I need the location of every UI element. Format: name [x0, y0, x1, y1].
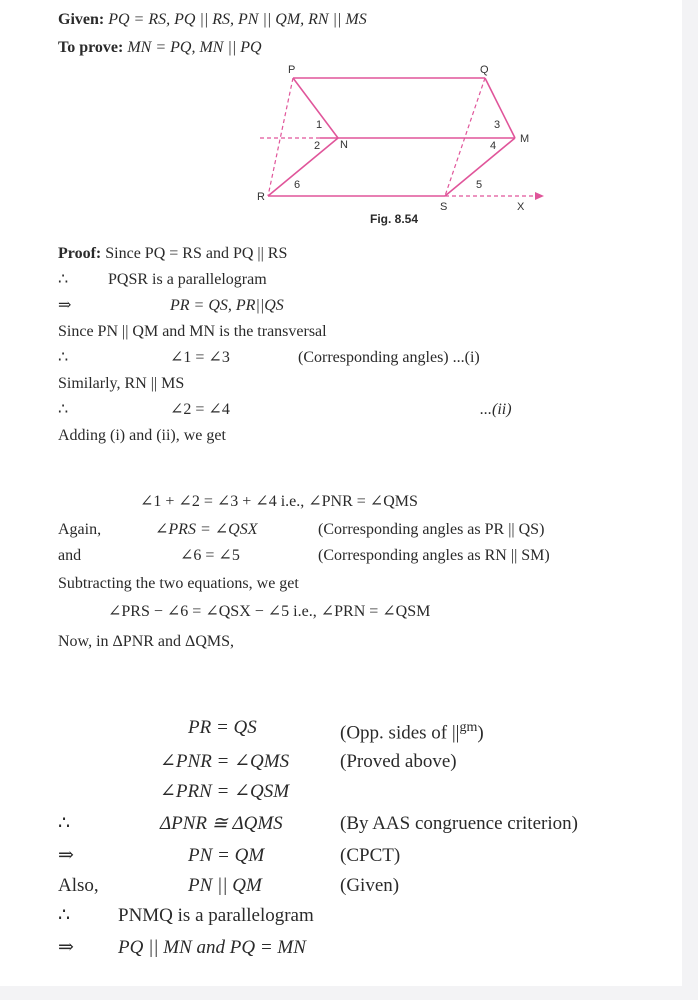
proof-row-6-a: Also, [58, 875, 99, 896]
proof-row-1-close: ) [477, 722, 484, 744]
proof-row-3-eq: ∠PRN = ∠QSM [160, 781, 290, 802]
proof-row-6-eq: PN || QM [188, 875, 262, 896]
proof-row-7-text: PNMQ is a parallelogram [118, 905, 314, 926]
angle-1: 1 [316, 119, 323, 131]
proof-line-7-sym: ∴ [58, 401, 69, 418]
label-x: X [517, 201, 525, 213]
to-prove-line [58, 38, 262, 58]
angle-5: 5 [476, 179, 483, 191]
proof-row-1-sup: gm [459, 720, 478, 735]
proof-row-6-reason: (Given) [340, 875, 400, 896]
geometry-figure [230, 62, 560, 232]
proof-row-4-reason: (By AAS congruence criterion) [340, 813, 578, 834]
proof-line-11-reason: (Corresponding angles as RN || SM) [318, 547, 550, 564]
given-line [58, 10, 367, 30]
proof-line-10-a: Again, [58, 521, 102, 538]
proof-row-4-eq: ΔPNR ≅ ΔQMS [160, 813, 283, 834]
label-s: S [440, 201, 448, 213]
angle-2: 2 [314, 140, 321, 152]
proof-row-4-sym: ∴ [58, 813, 71, 834]
label-r: R [257, 191, 265, 203]
proof-row-5-reason: (CPCT) [340, 845, 401, 866]
arrow-icon [535, 192, 544, 200]
figure-caption: Fig. 8.54 [370, 212, 419, 226]
proof-row-5-eq: PN = QM [188, 845, 265, 866]
proof-line-2-text: PQSR is a parallelogram [108, 271, 267, 288]
proof-line-13: ∠PRS − ∠6 = ∠QSX − ∠5 i.e., ∠PRN = ∠QSM [108, 603, 431, 620]
proof-line-5-sym: ∴ [58, 349, 69, 366]
proof-line-3-text: PR = QS, PR||QS [170, 297, 284, 314]
proof-line-7-eq: ∠2 = ∠4 [170, 401, 230, 418]
proof-line-6: Similarly, RN || MS [58, 375, 185, 392]
proof-label: Proof: [58, 245, 102, 262]
proof-line-7-reason: ...(ii) [480, 401, 512, 418]
proof-line-9: ∠1 + ∠2 = ∠3 + ∠4 i.e., ∠PNR = ∠QMS [140, 493, 418, 510]
proof-row-1-reason [340, 716, 484, 745]
to-prove-label: To prove: [58, 39, 124, 56]
label-n: N [340, 139, 348, 151]
given-label: Given: [58, 11, 105, 28]
proof-row-1-reason-text: (Opp. sides of || [340, 722, 460, 744]
proof-row-7-sym: ∴ [58, 905, 71, 926]
right-margin-bar [682, 0, 698, 1000]
angle-4: 4 [490, 140, 497, 152]
proof-line-10-reason: (Corresponding angles as PR || QS) [318, 521, 545, 538]
proof-row-1-eq: PR = QS [188, 717, 257, 738]
proof-line-5-eq: ∠1 = ∠3 [170, 349, 230, 366]
proof-row-2-eq: ∠PNR = ∠QMS [160, 751, 290, 772]
label-p: P [288, 64, 296, 76]
proof-row-5-sym: ⇒ [58, 845, 74, 866]
label-q: Q [480, 64, 489, 76]
proof-line-4: Since PN || QM and MN is the transversal [58, 323, 327, 340]
proof-line-14: Now, in ΔPNR and ΔQMS, [58, 633, 234, 650]
proof-line-1 [58, 244, 287, 264]
proof-line-12: Subtracting the two equations, we get [58, 575, 299, 592]
proof-row-8-sym: ⇒ [58, 937, 74, 958]
proof-line-5-reason: (Corresponding angles) ...(i) [298, 349, 480, 366]
bottom-margin-bar [0, 986, 698, 1000]
proof-line-8: Adding (i) and (ii), we get [58, 427, 226, 444]
given-text: PQ = RS, PQ || RS, PN || QM, RN || MS [108, 11, 367, 28]
proof-line-3-sym: ⇒ [58, 297, 72, 314]
proof-row-2-reason: (Proved above) [340, 751, 457, 772]
proof-line-11-a: and [58, 547, 82, 564]
angle-3: 3 [494, 119, 501, 131]
to-prove-text: MN = PQ, MN || PQ [127, 39, 262, 56]
proof-row-8-text: PQ || MN and PQ = MN [118, 937, 306, 958]
proof-line-10-eq: ∠PRS = ∠QSX [155, 521, 258, 538]
proof-line-1-text: Since PQ = RS and PQ || RS [105, 245, 288, 262]
proof-line-2-sym: ∴ [58, 271, 69, 288]
angle-6: 6 [294, 179, 301, 191]
proof-line-11-eq: ∠6 = ∠5 [180, 547, 240, 564]
label-m: M [520, 133, 530, 145]
